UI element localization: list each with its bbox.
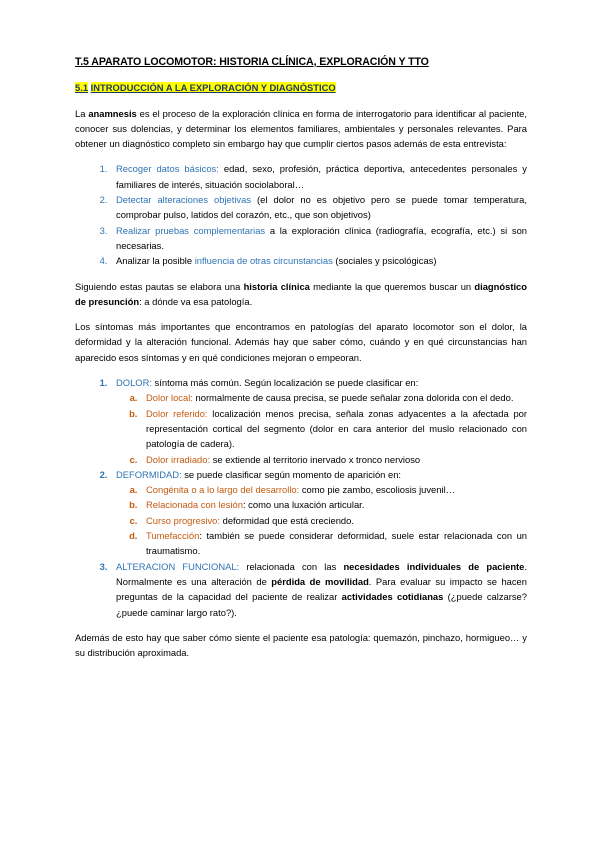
- intro-paragraph: La anamnesis es el proceso de la exploración clínica en forma de interrogatorio para identificar al paciente, conocer sus dolencias, y determinar los elementos familiares, ambientales y personales relevantes. Para obtener un diagnóstico completo sin embargo hay que cumplir ciertos pasos además de esta entrevista:: [75, 107, 527, 150]
- list-item-dolor: 1. DOLOR: síntoma más común. Según localización se puede clasificar en: a. Dolor local: normalmente de causa precisa, se puede señalar zona dolorida con el dedo. b. Dolor referido: localización menos precisa, señala zonas adyacentes a la afectada por representación cortical del segmento (dolor en cara anterior del muslo relacionado con patología de cadera). c. Dolor irradiado: se extiende al territorio inervado x tronco nervioso: [110, 375, 527, 467]
- list-item: 4. Analizar la posible influencia de otras circunstancias (sociales y psicológicas): [110, 253, 527, 268]
- list-item: b. Relacionada con lesión: como una luxación articular.: [140, 497, 527, 512]
- list-item: c. Dolor irradiado: se extiende al territorio inervado x tronco nervioso: [140, 452, 527, 467]
- list-item-alteracion: 3. ALTERACION FUNCIONAL: relacionada con las necesidades individuales de paciente. Normalmente es una alteración de pérdida de movilidad. Para evaluar su impacto se hacen preguntas de la capacidad del paciente de realizar actividades cotidianas (¿puede calzarse? ¿puede caminar largo rato?).: [110, 559, 527, 620]
- list-item: 3. Realizar pruebas complementarias a la exploración clínica (radiografía, ecografía, etc.) si son necesarias.: [110, 223, 527, 254]
- diagnosis-steps-list: [75, 161, 527, 268]
- list-item: a. Dolor local: normalmente de causa precisa, se puede señalar zona dolorida con el dedo.: [140, 390, 527, 405]
- closing-paragraph: Además de esto hay que saber cómo siente el paciente esa patología: quemazón, pinchazo, hormigueo… y su distribución aproximada.: [75, 631, 527, 659]
- list-item: c. Curso progresivo: deformidad que está creciendo.: [140, 513, 527, 528]
- list-item: d. Tumefacción: también se puede considerar deformidad, suele estar relacionada con un traumatismo.: [140, 528, 527, 559]
- symptoms-list: [75, 375, 527, 620]
- list-item: 1. Recoger datos básicos: edad, sexo, profesión, práctica deportiva, antecedentes personales y familiares de interés, situación sociolaboral…: [110, 161, 527, 192]
- section-number: 5.1: [75, 82, 89, 94]
- symptoms-intro-paragraph: Los síntomas más importantes que encontramos en patologías del aparato locomotor son el dolor, la deformidad y la alteración funcional. Además hay que saber cómo, cuándo y en qué circunstancias han aparecido esos síntomas y en qué condiciones mejoran o empeoran.: [75, 321, 527, 363]
- anamnesis-term: anamnesis: [88, 107, 137, 119]
- list-item: b. Dolor referido: localización menos precisa, señala zonas adyacentes a la afectada por representación cortical del segmento (dolor en cara anterior del muslo relacionado con patología de cadera).: [140, 406, 527, 452]
- document-page: [75, 55, 527, 670]
- dolor-sublist: [116, 390, 527, 466]
- list-item: a. Congénita o a lo largo del desarrollo: como pie zambo, escoliosis juvenil…: [140, 482, 527, 497]
- section-heading: [75, 80, 527, 95]
- list-item: 2. Detectar alteraciones objetivas (el dolor no es objetivo pero se puede tomar temperatura, comprobar pulso, latidos del corazón, etc., que son objetivos): [110, 192, 527, 223]
- page-title: T.5 APARATO LOCOMOTOR: HISTORIA CLÍNICA, EXPLORACIÓN Y TTO: [75, 56, 429, 68]
- section-title: INTRODUCCIÓN A LA EXPLORACIÓN Y DIAGNÓSTICO: [90, 82, 336, 94]
- list-item-deformidad: 2. DEFORMIDAD: se puede clasificar según momento de aparición en: a. Congénita o a lo largo del desarrollo: como pie zambo, escoliosis juvenil… b. Relacionada con lesión: como una luxación articular. c. Curso progresivo: deformidad que está creciendo. d. Tumefacción: también se puede considerar deformidad, suele estar relacionada con un traumatismo.: [110, 467, 527, 559]
- follow-paragraph: Siguiendo estas pautas se elabora una historia clínica mediante la que queremos buscar un diagnóstico de presunción: a dónde va esa patología.: [75, 280, 527, 307]
- deformidad-sublist: [116, 482, 527, 558]
